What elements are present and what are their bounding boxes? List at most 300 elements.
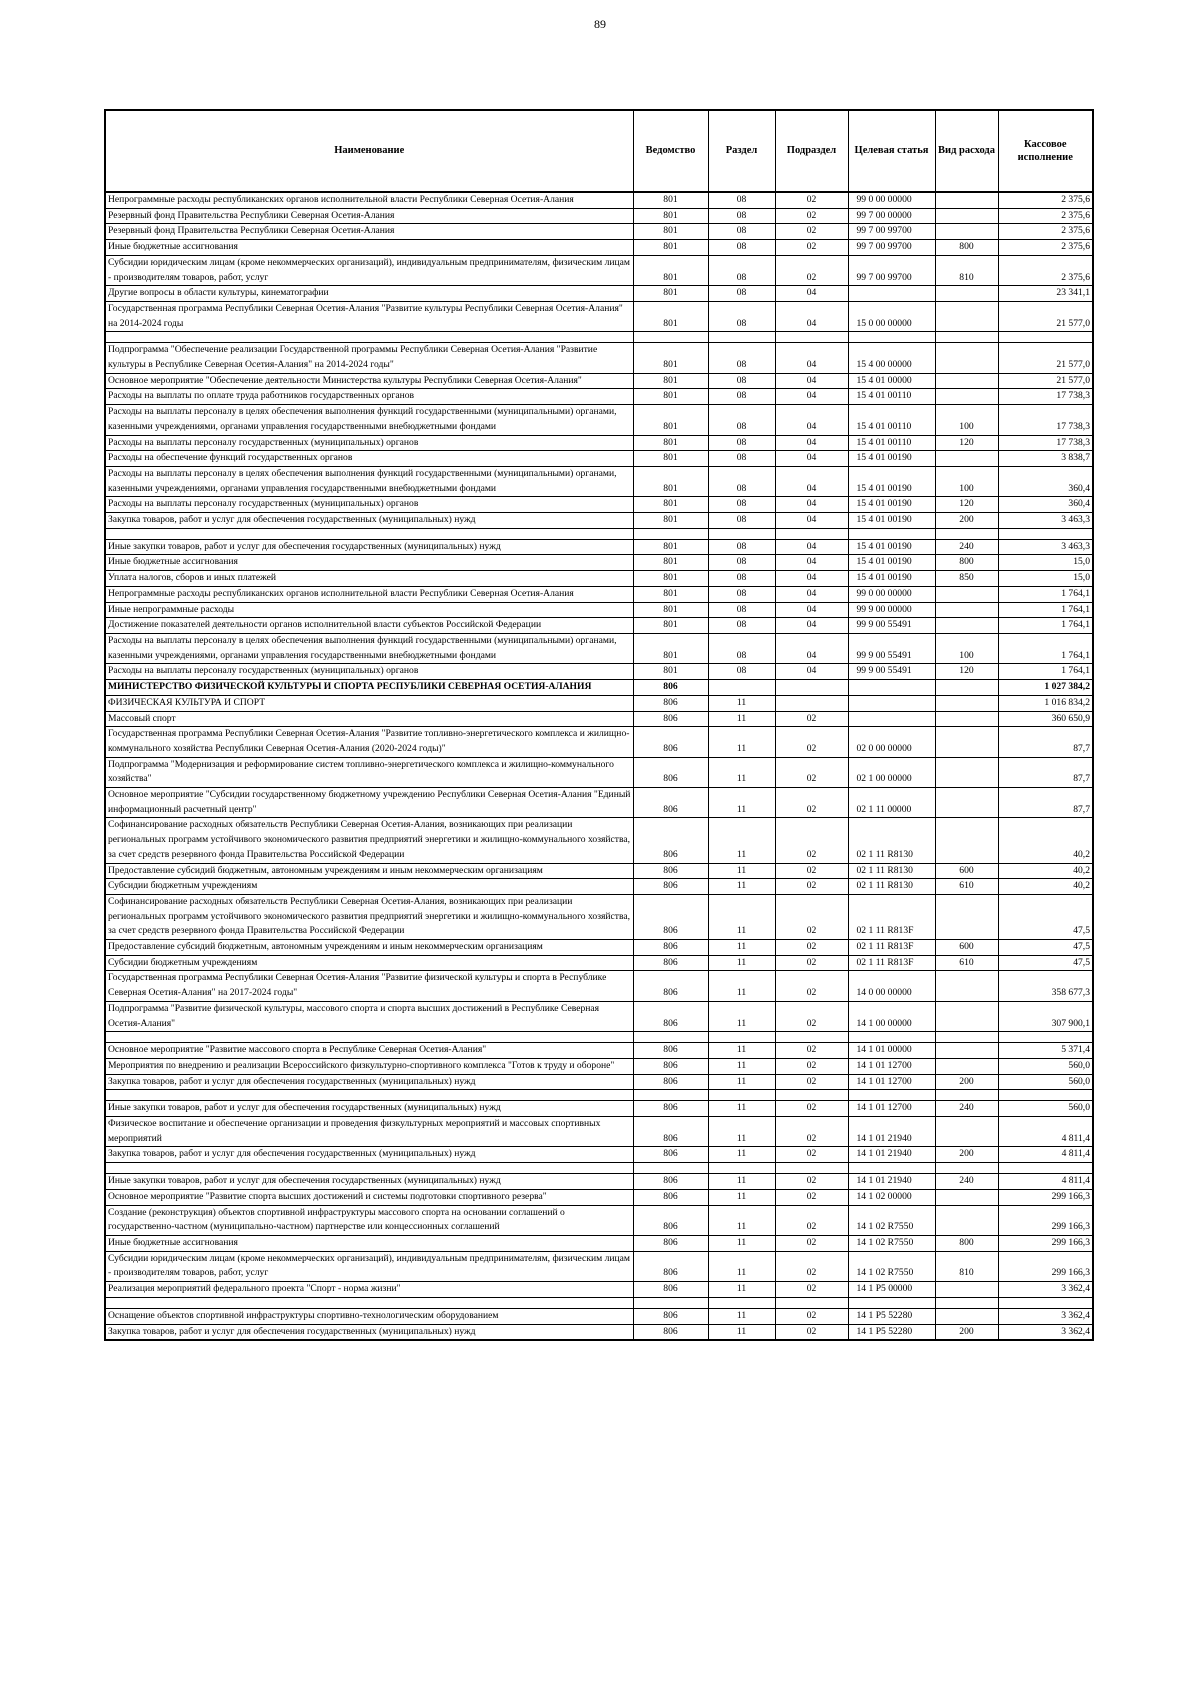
cell-target-item bbox=[848, 1297, 935, 1308]
cell-section: 08 bbox=[708, 286, 775, 302]
cell-cash-execution: 360,4 bbox=[998, 497, 1093, 513]
cell-subsection: 04 bbox=[775, 586, 848, 602]
table-row bbox=[105, 513, 1093, 529]
cell-cash-execution: 560,0 bbox=[998, 1074, 1093, 1090]
cell-subsection: 02 bbox=[775, 863, 848, 879]
cell-department: 806 bbox=[633, 1236, 708, 1252]
cell-cash-execution bbox=[998, 332, 1093, 343]
cell-department: 801 bbox=[633, 343, 708, 373]
cell-subsection: 02 bbox=[775, 1174, 848, 1190]
cell-department: 801 bbox=[633, 435, 708, 451]
cell-subsection: 02 bbox=[775, 224, 848, 240]
cell-section: 11 bbox=[708, 788, 775, 818]
cell-cash-execution: 15,0 bbox=[998, 571, 1093, 587]
cell-cash-execution: 40,2 bbox=[998, 879, 1093, 895]
cell-expense-type bbox=[935, 586, 998, 602]
cell-name: Субсидии юридическим лицам (кроме некоммерческих организаций), индивидуальным предпринимателям, физическим лицам - производителям товаров, работ, услуг bbox=[105, 1251, 633, 1281]
cell-target-item bbox=[848, 1163, 935, 1174]
cell-name: Основное мероприятие "Развитие массового спорта в Республике Северная Осетия-Алания" bbox=[105, 1043, 633, 1059]
cell-department: 806 bbox=[633, 788, 708, 818]
cell-department: 806 bbox=[633, 1058, 708, 1074]
table-row bbox=[105, 255, 1093, 285]
cell-section: 11 bbox=[708, 1043, 775, 1059]
cell-section bbox=[708, 1163, 775, 1174]
cell-name: МИНИСТЕРСТВО ФИЗИЧЕСКОЙ КУЛЬТУРЫ И СПОРТА РЕСПУБЛИКИ СЕВЕРНАЯ ОСЕТИЯ-АЛАНИЯ bbox=[105, 680, 633, 696]
cell-target-item bbox=[848, 528, 935, 539]
cell-department: 801 bbox=[633, 286, 708, 302]
cell-subsection: 02 bbox=[775, 1324, 848, 1340]
cell-target-item bbox=[848, 1090, 935, 1101]
cell-name: Расходы на обеспечение функций государственных органов bbox=[105, 451, 633, 467]
cell-expense-type bbox=[935, 971, 998, 1001]
cell-target-item: 15 4 01 00110 bbox=[848, 405, 935, 435]
cell-section: 11 bbox=[708, 1147, 775, 1163]
cell-subsection: 02 bbox=[775, 879, 848, 895]
cell-target-item: 99 7 00 99700 bbox=[848, 240, 935, 256]
cell-name: Закупка товаров, работ и услуг для обеспечения государственных (муниципальных) нужд bbox=[105, 513, 633, 529]
cell-name: Субсидии бюджетным учреждениям bbox=[105, 879, 633, 895]
cell-section: 08 bbox=[708, 240, 775, 256]
cell-section bbox=[708, 528, 775, 539]
cell-department: 806 bbox=[633, 711, 708, 727]
cell-expense-type bbox=[935, 1282, 998, 1298]
cell-department: 801 bbox=[633, 497, 708, 513]
cell-cash-execution: 3 362,4 bbox=[998, 1282, 1093, 1298]
table-header-row bbox=[105, 110, 1093, 192]
cell-expense-type: 240 bbox=[935, 1174, 998, 1190]
table-row bbox=[105, 818, 1093, 863]
cell-target-item: 14 1 00 00000 bbox=[848, 1001, 935, 1031]
cell-subsection: 02 bbox=[775, 1058, 848, 1074]
cell-cash-execution: 2 375,6 bbox=[998, 224, 1093, 240]
cell-subsection bbox=[775, 695, 848, 711]
cell-cash-execution: 307 900,1 bbox=[998, 1001, 1093, 1031]
cell-name: Расходы на выплаты персоналу в целях обеспечения выполнения функций государственными (муниципальными) органами, казенными учреждениями, органами управления государственными внебюджетными фондами bbox=[105, 466, 633, 496]
cell-department: 806 bbox=[633, 1324, 708, 1340]
col-header-department: Ведомство bbox=[633, 110, 708, 192]
cell-cash-execution: 3 362,4 bbox=[998, 1308, 1093, 1324]
cell-cash-execution: 4 811,4 bbox=[998, 1174, 1093, 1190]
cell-subsection: 02 bbox=[775, 940, 848, 956]
cell-cash-execution: 47,5 bbox=[998, 955, 1093, 971]
cell-subsection: 02 bbox=[775, 1236, 848, 1252]
cell-name: Расходы на выплаты по оплате труда работников государственных органов bbox=[105, 389, 633, 405]
table-row bbox=[105, 1043, 1093, 1059]
cell-subsection: 04 bbox=[775, 555, 848, 571]
cell-subsection: 02 bbox=[775, 1205, 848, 1235]
table-row bbox=[105, 711, 1093, 727]
cell-subsection: 02 bbox=[775, 1189, 848, 1205]
cell-subsection: 02 bbox=[775, 1147, 848, 1163]
cell-cash-execution: 17 738,3 bbox=[998, 389, 1093, 405]
cell-department: 801 bbox=[633, 373, 708, 389]
cell-section: 11 bbox=[708, 727, 775, 757]
cell-subsection: 04 bbox=[775, 571, 848, 587]
cell-cash-execution: 360,4 bbox=[998, 466, 1093, 496]
cell-section: 11 bbox=[708, 1308, 775, 1324]
cell-expense-type bbox=[935, 1163, 998, 1174]
col-header-target-item: Целевая статья bbox=[848, 110, 935, 192]
cell-subsection: 04 bbox=[775, 513, 848, 529]
table-row bbox=[105, 664, 1093, 680]
cell-target-item: 15 4 01 00190 bbox=[848, 539, 935, 555]
cell-target-item: 99 9 00 55491 bbox=[848, 633, 935, 663]
cell-subsection: 04 bbox=[775, 618, 848, 634]
table-row bbox=[105, 1189, 1093, 1205]
table-spacer-row bbox=[105, 1297, 1093, 1308]
cell-department: 801 bbox=[633, 451, 708, 467]
cell-section: 11 bbox=[708, 1074, 775, 1090]
col-header-expense-type: Вид расхода bbox=[935, 110, 998, 192]
cell-department: 801 bbox=[633, 405, 708, 435]
table-row bbox=[105, 286, 1093, 302]
cell-department bbox=[633, 1297, 708, 1308]
cell-subsection: 02 bbox=[775, 727, 848, 757]
cell-department: 801 bbox=[633, 255, 708, 285]
cell-expense-type: 240 bbox=[935, 1101, 998, 1117]
cell-name: Массовый спорт bbox=[105, 711, 633, 727]
cell-cash-execution: 2 375,6 bbox=[998, 255, 1093, 285]
cell-section: 08 bbox=[708, 208, 775, 224]
cell-department: 801 bbox=[633, 389, 708, 405]
table-row bbox=[105, 1058, 1093, 1074]
cell-section: 11 bbox=[708, 1058, 775, 1074]
cell-name: Достижение показателей деятельности органов исполнительной власти субъектов Российской Федерации bbox=[105, 618, 633, 634]
cell-section: 08 bbox=[708, 451, 775, 467]
cell-cash-execution bbox=[998, 1297, 1093, 1308]
table-row bbox=[105, 1205, 1093, 1235]
table-row bbox=[105, 1074, 1093, 1090]
cell-name: Резервный фонд Правительства Республики Северная Осетия-Алания bbox=[105, 224, 633, 240]
cell-target-item: 14 1 P5 00000 bbox=[848, 1282, 935, 1298]
cell-subsection: 04 bbox=[775, 539, 848, 555]
cell-cash-execution: 5 371,4 bbox=[998, 1043, 1093, 1059]
cell-name bbox=[105, 528, 633, 539]
cell-cash-execution bbox=[998, 528, 1093, 539]
cell-target-item: 02 1 11 00000 bbox=[848, 788, 935, 818]
table-row bbox=[105, 389, 1093, 405]
table-row bbox=[105, 1117, 1093, 1147]
cell-target-item: 15 4 01 00110 bbox=[848, 435, 935, 451]
cell-name bbox=[105, 1297, 633, 1308]
cell-target-item: 14 1 02 R7550 bbox=[848, 1251, 935, 1281]
cell-name: Мероприятия по внедрению и реализации Всероссийского физкультурно-спортивного комплекса "Готов к труду и обороне" bbox=[105, 1058, 633, 1074]
table-row bbox=[105, 373, 1093, 389]
cell-expense-type bbox=[935, 1189, 998, 1205]
cell-target-item: 02 0 00 00000 bbox=[848, 727, 935, 757]
cell-cash-execution: 560,0 bbox=[998, 1058, 1093, 1074]
cell-cash-execution: 4 811,4 bbox=[998, 1147, 1093, 1163]
cell-subsection: 02 bbox=[775, 255, 848, 285]
cell-expense-type: 100 bbox=[935, 405, 998, 435]
cell-subsection: 02 bbox=[775, 894, 848, 939]
cell-name: Предоставление субсидий бюджетным, автономным учреждениям и иным некоммерческим организациям bbox=[105, 940, 633, 956]
table-row bbox=[105, 695, 1093, 711]
cell-expense-type: 120 bbox=[935, 435, 998, 451]
cell-department: 806 bbox=[633, 1251, 708, 1281]
cell-subsection: 02 bbox=[775, 1074, 848, 1090]
cell-name: Подпрограмма "Модернизация и реформирование систем топливно-энергетического комплекса и жилищно-коммунального хозяйства" bbox=[105, 757, 633, 787]
cell-subsection: 04 bbox=[775, 435, 848, 451]
cell-subsection: 04 bbox=[775, 466, 848, 496]
cell-section: 08 bbox=[708, 389, 775, 405]
table-row bbox=[105, 971, 1093, 1001]
cell-expense-type: 850 bbox=[935, 571, 998, 587]
cell-expense-type bbox=[935, 618, 998, 634]
cell-name: Расходы на выплаты персоналу государственных (муниципальных) органов bbox=[105, 497, 633, 513]
cell-department: 806 bbox=[633, 1205, 708, 1235]
cell-section: 08 bbox=[708, 618, 775, 634]
cell-target-item: 14 1 01 12700 bbox=[848, 1101, 935, 1117]
cell-expense-type: 610 bbox=[935, 955, 998, 971]
table-row bbox=[105, 466, 1093, 496]
cell-section: 08 bbox=[708, 373, 775, 389]
cell-name: Предоставление субсидий бюджетным, автономным учреждениям и иным некоммерческим организациям bbox=[105, 863, 633, 879]
cell-cash-execution: 1 764,1 bbox=[998, 633, 1093, 663]
table-row bbox=[105, 571, 1093, 587]
cell-subsection bbox=[775, 332, 848, 343]
cell-target-item: 15 4 01 00190 bbox=[848, 451, 935, 467]
cell-section: 08 bbox=[708, 343, 775, 373]
cell-target-item: 14 1 01 21940 bbox=[848, 1174, 935, 1190]
cell-section: 11 bbox=[708, 1189, 775, 1205]
cell-department: 806 bbox=[633, 1101, 708, 1117]
cell-expense-type: 800 bbox=[935, 1236, 998, 1252]
cell-section: 08 bbox=[708, 571, 775, 587]
cell-name: Иные закупки товаров, работ и услуг для обеспечения государственных (муниципальных) нужд bbox=[105, 1174, 633, 1190]
col-header-subsection: Подраздел bbox=[775, 110, 848, 192]
cell-expense-type bbox=[935, 1032, 998, 1043]
cell-cash-execution: 299 166,3 bbox=[998, 1189, 1093, 1205]
cell-expense-type bbox=[935, 727, 998, 757]
cell-section: 08 bbox=[708, 602, 775, 618]
cell-cash-execution: 47,5 bbox=[998, 940, 1093, 956]
cell-department: 801 bbox=[633, 602, 708, 618]
cell-section: 08 bbox=[708, 497, 775, 513]
cell-section: 11 bbox=[708, 1001, 775, 1031]
cell-subsection: 04 bbox=[775, 451, 848, 467]
cell-department bbox=[633, 1090, 708, 1101]
cell-expense-type bbox=[935, 602, 998, 618]
cell-name: Государственная программа Республики Северная Осетия-Алания "Развитие топливно-энергетического комплекса и жилищно-коммунального хозяйства Республики Северная Осетия-Алания (2020-2024 годы)" bbox=[105, 727, 633, 757]
table-row bbox=[105, 1282, 1093, 1298]
cell-name: Основное мероприятие "Субсидии государственному бюджетному учреждению Республики Северная Осетия-Алания "Единый информационный расчетный центр" bbox=[105, 788, 633, 818]
table-row bbox=[105, 633, 1093, 663]
table-row bbox=[105, 727, 1093, 757]
cell-name: Субсидии бюджетным учреждениям bbox=[105, 955, 633, 971]
cell-section: 08 bbox=[708, 435, 775, 451]
cell-cash-execution: 2 375,6 bbox=[998, 240, 1093, 256]
table-spacer-row bbox=[105, 528, 1093, 539]
cell-target-item: 02 1 11 R813F bbox=[848, 894, 935, 939]
cell-section bbox=[708, 332, 775, 343]
cell-section bbox=[708, 680, 775, 696]
cell-expense-type bbox=[935, 343, 998, 373]
cell-cash-execution: 87,7 bbox=[998, 757, 1093, 787]
cell-expense-type: 120 bbox=[935, 497, 998, 513]
cell-name: Иные бюджетные ассигнования bbox=[105, 555, 633, 571]
cell-subsection: 04 bbox=[775, 664, 848, 680]
table-spacer-row bbox=[105, 1032, 1093, 1043]
budget-execution-table bbox=[104, 109, 1094, 1341]
cell-department: 801 bbox=[633, 192, 708, 208]
cell-expense-type bbox=[935, 373, 998, 389]
cell-section: 08 bbox=[708, 586, 775, 602]
cell-expense-type: 200 bbox=[935, 1074, 998, 1090]
cell-expense-type: 200 bbox=[935, 1147, 998, 1163]
cell-section: 08 bbox=[708, 555, 775, 571]
cell-target-item: 02 1 11 R8130 bbox=[848, 879, 935, 895]
cell-expense-type bbox=[935, 695, 998, 711]
table-row bbox=[105, 497, 1093, 513]
cell-subsection bbox=[775, 528, 848, 539]
cell-target-item: 14 1 P5 52280 bbox=[848, 1308, 935, 1324]
cell-cash-execution: 47,5 bbox=[998, 894, 1093, 939]
cell-name: Подпрограмма "Обеспечение реализации Государственной программы Республики Северная Осетия-Алания "Развитие культуры в Республике Северная Осетия-Алания" на 2014-2024 годы" bbox=[105, 343, 633, 373]
cell-subsection bbox=[775, 1163, 848, 1174]
cell-cash-execution: 40,2 bbox=[998, 818, 1093, 863]
table-row bbox=[105, 586, 1093, 602]
page-number: 89 bbox=[594, 17, 606, 31]
table-row bbox=[105, 301, 1093, 331]
cell-cash-execution: 17 738,3 bbox=[998, 435, 1093, 451]
cell-name: Другие вопросы в области культуры, кинематографии bbox=[105, 286, 633, 302]
cell-name: Иные закупки товаров, работ и услуг для обеспечения государственных (муниципальных) нужд bbox=[105, 1101, 633, 1117]
cell-section: 11 bbox=[708, 1324, 775, 1340]
cell-target-item: 15 4 01 00000 bbox=[848, 373, 935, 389]
cell-department: 801 bbox=[633, 586, 708, 602]
cell-subsection: 02 bbox=[775, 955, 848, 971]
cell-section: 11 bbox=[708, 894, 775, 939]
cell-name: Создание (реконструкция) объектов спортивной инфраструктуры массового спорта на основании соглашений о государственно-частном (муниципально-частном) партнерстве или концессионных соглашений bbox=[105, 1205, 633, 1235]
cell-name: Государственная программа Республики Северная Осетия-Алания "Развитие культуры Республики Северная Осетия-Алания" на 2014-2024 годы bbox=[105, 301, 633, 331]
cell-section: 08 bbox=[708, 466, 775, 496]
cell-name: Резервный фонд Правительства Республики Северная Осетия-Алания bbox=[105, 208, 633, 224]
cell-subsection: 02 bbox=[775, 971, 848, 1001]
cell-cash-execution: 23 341,1 bbox=[998, 286, 1093, 302]
table-row bbox=[105, 788, 1093, 818]
cell-subsection: 02 bbox=[775, 1001, 848, 1031]
cell-subsection: 02 bbox=[775, 1282, 848, 1298]
cell-department: 806 bbox=[633, 1147, 708, 1163]
cell-cash-execution bbox=[998, 1090, 1093, 1101]
cell-section: 08 bbox=[708, 513, 775, 529]
cell-cash-execution: 4 811,4 bbox=[998, 1117, 1093, 1147]
cell-department: 806 bbox=[633, 1174, 708, 1190]
cell-target-item: 02 1 11 R8130 bbox=[848, 863, 935, 879]
cell-target-item: 15 4 01 00190 bbox=[848, 555, 935, 571]
cell-name: Непрограммные расходы республиканских органов исполнительной власти Республики Северная Осетия-Алания bbox=[105, 192, 633, 208]
table-spacer-row bbox=[105, 1163, 1093, 1174]
cell-department: 806 bbox=[633, 1189, 708, 1205]
cell-subsection: 04 bbox=[775, 633, 848, 663]
cell-cash-execution: 87,7 bbox=[998, 727, 1093, 757]
cell-expense-type: 600 bbox=[935, 940, 998, 956]
cell-section: 11 bbox=[708, 1101, 775, 1117]
cell-target-item bbox=[848, 286, 935, 302]
table-row bbox=[105, 451, 1093, 467]
cell-expense-type bbox=[935, 1117, 998, 1147]
cell-subsection: 02 bbox=[775, 192, 848, 208]
cell-cash-execution: 2 375,6 bbox=[998, 192, 1093, 208]
cell-target-item: 15 4 00 00000 bbox=[848, 343, 935, 373]
cell-cash-execution: 560,0 bbox=[998, 1101, 1093, 1117]
cell-expense-type bbox=[935, 1297, 998, 1308]
cell-expense-type bbox=[935, 332, 998, 343]
cell-section: 08 bbox=[708, 633, 775, 663]
cell-expense-type bbox=[935, 680, 998, 696]
cell-department: 801 bbox=[633, 240, 708, 256]
table-row bbox=[105, 224, 1093, 240]
table-row bbox=[105, 1324, 1093, 1340]
cell-name: Иные непрограммные расходы bbox=[105, 602, 633, 618]
cell-department: 801 bbox=[633, 664, 708, 680]
cell-subsection: 04 bbox=[775, 602, 848, 618]
cell-expense-type: 810 bbox=[935, 1251, 998, 1281]
cell-subsection: 02 bbox=[775, 818, 848, 863]
cell-department: 806 bbox=[633, 863, 708, 879]
cell-cash-execution: 2 375,6 bbox=[998, 208, 1093, 224]
cell-section: 11 bbox=[708, 1117, 775, 1147]
cell-name: Закупка товаров, работ и услуг для обеспечения государственных (муниципальных) нужд bbox=[105, 1147, 633, 1163]
cell-subsection bbox=[775, 1297, 848, 1308]
cell-expense-type bbox=[935, 528, 998, 539]
cell-department: 801 bbox=[633, 208, 708, 224]
cell-target-item: 02 1 11 R813F bbox=[848, 955, 935, 971]
cell-cash-execution: 87,7 bbox=[998, 788, 1093, 818]
table-row bbox=[105, 1101, 1093, 1117]
cell-expense-type: 100 bbox=[935, 633, 998, 663]
table-spacer-row bbox=[105, 332, 1093, 343]
cell-section: 08 bbox=[708, 539, 775, 555]
table-row bbox=[105, 602, 1093, 618]
cell-expense-type bbox=[935, 208, 998, 224]
cell-name: Подпрограмма "Развитие физической культуры, массового спорта и спорта высших достижений в Республике Северная Осетия-Алания" bbox=[105, 1001, 633, 1031]
cell-name: Иные бюджетные ассигнования bbox=[105, 240, 633, 256]
cell-expense-type bbox=[935, 818, 998, 863]
cell-department: 801 bbox=[633, 633, 708, 663]
cell-section: 11 bbox=[708, 955, 775, 971]
cell-department: 806 bbox=[633, 727, 708, 757]
cell-target-item: 02 1 11 R813F bbox=[848, 940, 935, 956]
cell-expense-type bbox=[935, 1308, 998, 1324]
table-row bbox=[105, 240, 1093, 256]
table-row bbox=[105, 555, 1093, 571]
cell-target-item: 99 7 00 00000 bbox=[848, 208, 935, 224]
cell-cash-execution: 1 764,1 bbox=[998, 664, 1093, 680]
cell-section: 08 bbox=[708, 192, 775, 208]
cell-section: 11 bbox=[708, 1251, 775, 1281]
cell-cash-execution bbox=[998, 1032, 1093, 1043]
cell-expense-type bbox=[935, 224, 998, 240]
cell-cash-execution: 1 764,1 bbox=[998, 586, 1093, 602]
cell-cash-execution: 1 764,1 bbox=[998, 618, 1093, 634]
cell-department: 806 bbox=[633, 955, 708, 971]
cell-name: Государственная программа Республики Северная Осетия-Алания "Развитие физической культуры и спорта в Республике Северная Осетия-Алания" на 2017-2024 годы" bbox=[105, 971, 633, 1001]
cell-subsection: 04 bbox=[775, 343, 848, 373]
cell-target-item: 14 1 01 12700 bbox=[848, 1074, 935, 1090]
cell-name: Софинансирование расходных обязательств Республики Северная Осетия-Алания, возникающих при реализации региональных программ устойчивого экономического развития предприятий энергетики и жилищно-коммунального хозяйства, за счет средств резервного фонда Правительства Российской Федерации bbox=[105, 818, 633, 863]
table-row bbox=[105, 192, 1093, 208]
cell-subsection: 02 bbox=[775, 1308, 848, 1324]
cell-department: 806 bbox=[633, 1117, 708, 1147]
cell-target-item: 02 1 11 R8130 bbox=[848, 818, 935, 863]
cell-target-item: 15 4 01 00110 bbox=[848, 389, 935, 405]
cell-subsection bbox=[775, 680, 848, 696]
cell-target-item bbox=[848, 695, 935, 711]
table-row bbox=[105, 680, 1093, 696]
cell-department: 806 bbox=[633, 695, 708, 711]
